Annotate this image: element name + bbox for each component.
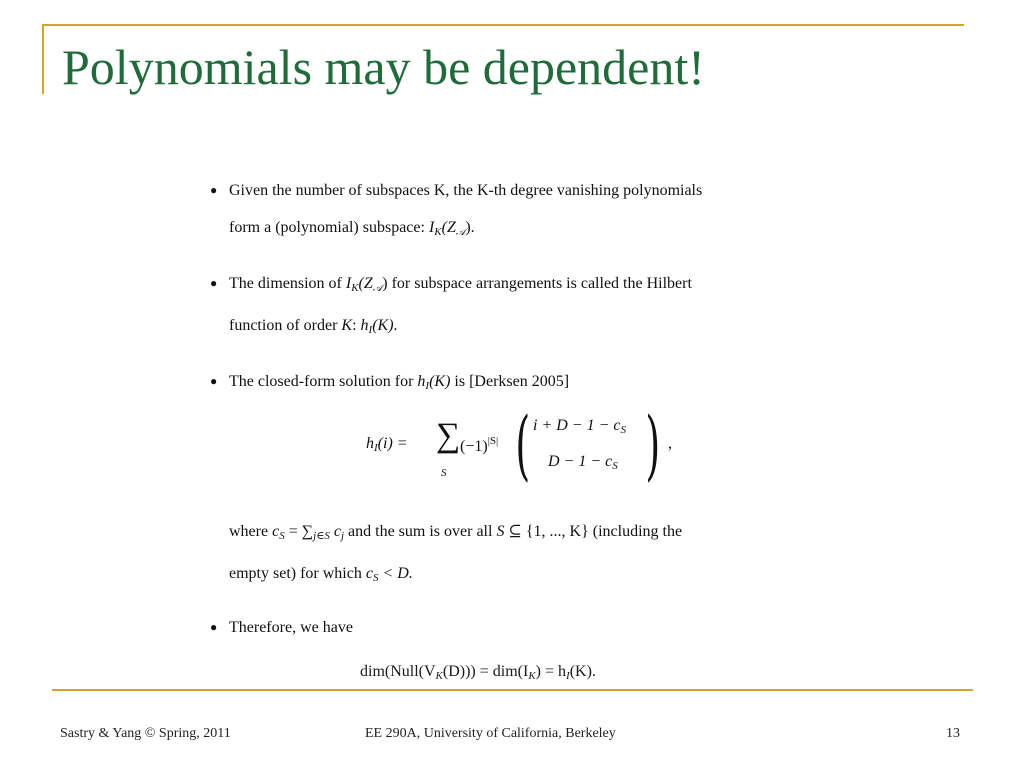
math-subscript: I	[368, 324, 373, 336]
text-fragment: :	[352, 317, 361, 334]
math-subscript: S	[279, 530, 285, 542]
page-number: 13	[946, 726, 960, 741]
math-symbol: I	[428, 219, 435, 236]
text-fragment: is [Derksen 2005]	[450, 373, 570, 390]
math-symbol: i + D − 1 − c	[533, 417, 621, 434]
math-symbol: (Z	[441, 219, 456, 236]
math-symbol: S	[496, 523, 505, 540]
math-subscript: I	[566, 670, 570, 682]
bullet-item	[208, 172, 828, 251]
equation-comma: ,	[668, 435, 672, 452]
null-space-equation	[360, 663, 596, 682]
text-fragment: function of order	[229, 317, 342, 334]
text-fragment: where	[229, 523, 273, 540]
sign-term	[460, 435, 498, 456]
math-symbol: c	[329, 523, 341, 540]
bullet-text	[229, 363, 828, 405]
text-fragment: ) for subspace arrangements is called the Hilbert	[382, 275, 692, 292]
binomial-bottom	[548, 453, 618, 472]
math-symbol: < D.	[378, 565, 413, 582]
math-symbol: c	[272, 523, 280, 540]
paragraph-line	[229, 513, 828, 555]
text-fragment: empty set) for which	[229, 565, 366, 582]
math-subscript: 𝒜	[455, 227, 466, 238]
math-subscript: K	[351, 282, 359, 294]
math-symbol: (K)	[372, 317, 394, 334]
text-fragment: ⊆ {1, ..., K} (including the	[504, 523, 683, 540]
bottom-divider	[52, 689, 973, 691]
text-fragment: .	[393, 317, 398, 334]
summation-symbol: ∑	[436, 417, 461, 454]
bullet-item	[208, 609, 828, 646]
math-symbol: (Z	[358, 275, 373, 292]
math-subscript: K	[434, 226, 442, 238]
left-paren: (	[515, 400, 531, 489]
paragraph-line	[229, 555, 828, 597]
math-symbol: h	[366, 435, 374, 452]
bullet-text: Given the number of subspaces K, the K-th degree vanishing polynomials	[229, 182, 703, 199]
text-fragment: and the sum is over all	[344, 523, 497, 540]
bullet-text: Therefore, we have	[229, 619, 353, 636]
text-fragment: ).	[465, 219, 475, 236]
where-paragraph	[208, 513, 828, 597]
math-subscript: I	[425, 380, 430, 392]
bullet-text	[229, 307, 828, 349]
math-symbol: (K)	[429, 373, 451, 390]
bullet-icon: ●	[210, 374, 218, 388]
math-symbol: (−1)	[460, 438, 488, 455]
binomial-top	[533, 417, 626, 436]
math-symbol: = ∑	[284, 523, 314, 540]
math-subscript: K	[528, 670, 536, 682]
left-divider	[42, 24, 44, 94]
math-superscript: |S|	[487, 435, 499, 447]
bullet-text	[229, 209, 828, 251]
math-symbol: I	[345, 275, 352, 292]
math-subscript: S	[620, 424, 626, 436]
math-symbol: ) = h	[535, 663, 567, 680]
slide-content	[208, 172, 828, 660]
math-subscript: j∈S	[313, 530, 330, 542]
bullet-text	[229, 265, 828, 307]
bullet-item	[208, 265, 828, 349]
text-fragment: The dimension of	[229, 275, 346, 292]
math-subscript: K	[435, 670, 443, 682]
bullet-icon: ●	[210, 620, 218, 634]
math-symbol: dim(Null(V	[360, 663, 436, 680]
text-fragment: The closed-form solution for	[229, 373, 418, 390]
math-symbol: (K).	[569, 663, 596, 680]
slide-title: Polynomials may be dependent!	[62, 39, 705, 95]
bullet-item	[208, 363, 828, 405]
math-subscript: 𝒜	[372, 283, 383, 294]
footer-course: EE 290A, University of California, Berkeley	[365, 726, 616, 741]
math-symbol: (D))) = dim(I	[442, 663, 529, 680]
top-divider	[42, 24, 964, 26]
right-paren: )	[645, 400, 661, 489]
math-subscript: j	[340, 530, 345, 542]
math-subscript: S	[372, 572, 379, 584]
equation-lhs	[366, 435, 408, 454]
math-symbol: h	[360, 317, 369, 334]
math-symbol: h	[417, 373, 426, 390]
bullet-icon: ●	[210, 276, 218, 290]
math-subscript: I	[374, 442, 378, 454]
summation-index: S	[441, 467, 447, 479]
bullet-icon: ●	[210, 183, 218, 197]
math-subscript: S	[612, 460, 618, 472]
math-symbol: K	[341, 317, 353, 334]
text-fragment: form a (polynomial) subspace:	[229, 219, 429, 236]
math-symbol: (i) =	[377, 435, 408, 452]
footer-authors: Sastry & Yang © Spring, 2011	[60, 726, 231, 741]
math-symbol: c	[365, 565, 373, 582]
hilbert-function-equation	[208, 400, 828, 505]
math-symbol: D − 1 − c	[548, 453, 613, 470]
